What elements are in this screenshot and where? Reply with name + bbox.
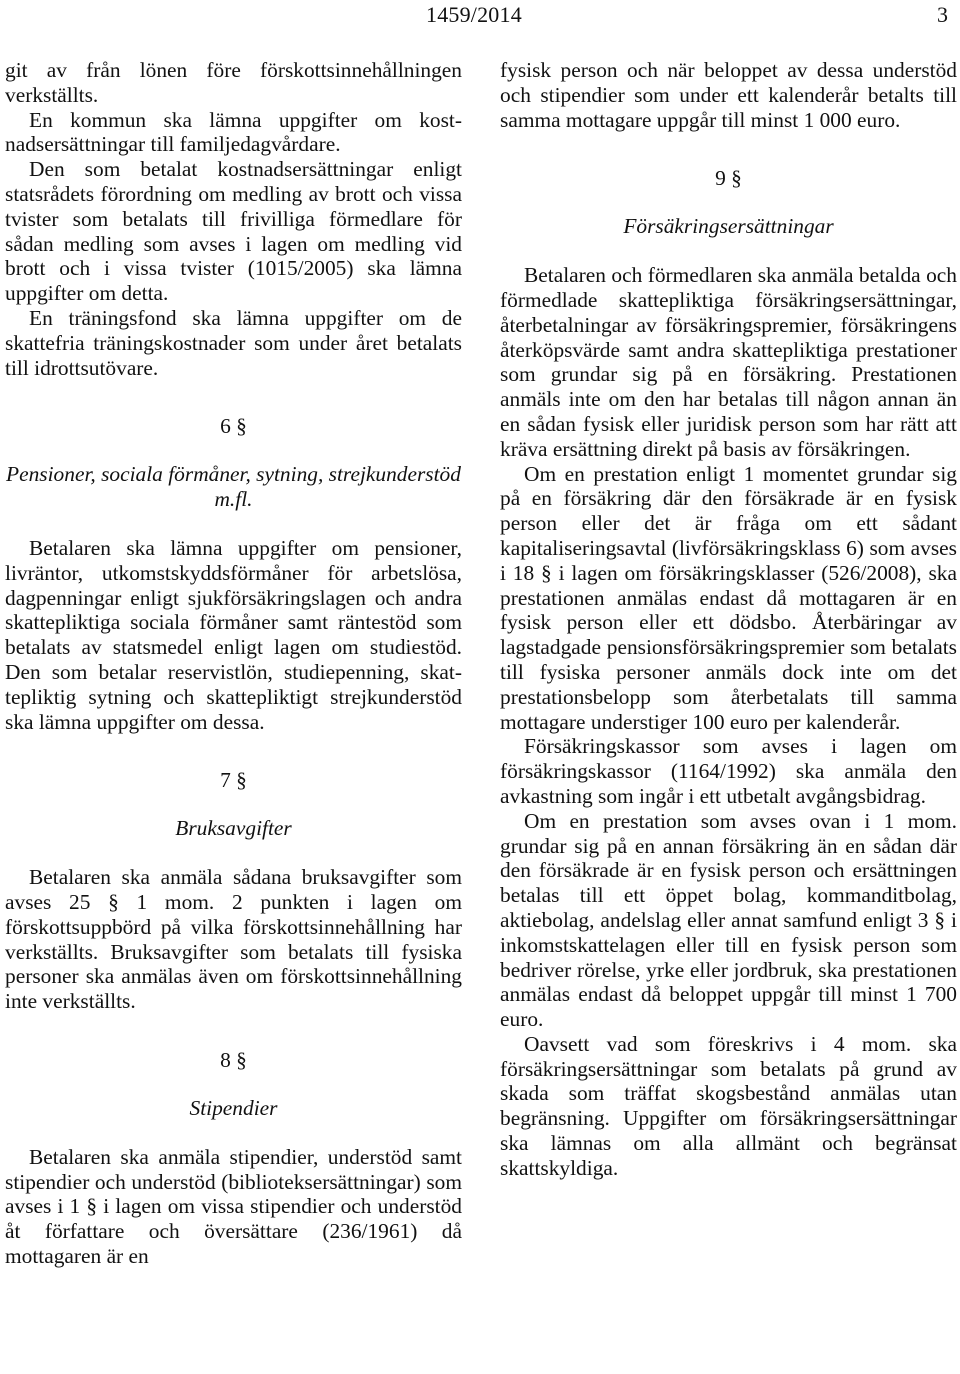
section-9-number: 9 § [715, 166, 742, 191]
section-9-paragraph-4: Om en prestation som avses ovan i 1 mom. grundar sig på en annan försäkring än en sådan där den försäkrade är en fysisk person och ersättningen betalas till ett öppet bolag, kommanditbolag, aktiebolag, andelslag eller annat samfund enligt 3 § i inkomstskattelagen eller till en fysisk person som bedriver rörelse, yrke eller jordbruk, ska prestationen anmälas endast då beloppet uppgår till minst 1 700 euro. [500, 808, 957, 1032]
section-6 [5, 414, 462, 512]
right-paragraph-continued: fysisk person och när beloppet av dessa understöd och stipendier som under ett kalenderår betalts till samma mottagare uppgår till minst 1 000 euro. [500, 58, 957, 132]
section-8 [5, 1048, 462, 1121]
document-number: 1459/2014 [426, 2, 522, 27]
section-8-number: 8 § [220, 1047, 247, 1072]
section-9-paragraph-2: Om en prestation enligt 1 momentet grundar sig på en försäkring där den försäkrade är en fysisk person eller det är fråga om ett sådant kapitaliseringsavtal (livförsäkringsklass 6) som avses i 18 § i lagen om försäkringsklasser (526/2008), ska prestationen anmälas endast då mottagaren är en fysisk person eller ett dödsbo. Återbäringar av lagstadgade pensionsförsäkringspremier som betalats till fysiska personer anmäls dock inte om det prestationsbelopp som återbetalats till samma mottagare understiger 100 euro per kalenderår. [500, 461, 957, 734]
section-9-paragraph-1: Betalaren och förmedlaren ska anmäla betalda och förmedlade skattepliktiga försäkringsersättningar, återbetalningar av försäkringspremier, försäkringens återköpsvärde samt andra skattepliktiga prestationer som grundar sig på en försäkring. Prestationen anmäls inte om den har betalas till någon annan än en sådan fysisk eller juridisk person som har rätt att kräva ersättning direkt på basis av försäkringen. [500, 263, 957, 461]
section-9-paragraph-5: Oavsett vad som föreskrivs i 4 mom. ska försäkringsersättningar som betalats på grund av skada som träffat skogsbestånd anmälas utan begränsning. Uppgifter om försäkringsersättningar ska lämnas om alla allmänt och begränsat skattskyldiga. [500, 1031, 957, 1180]
left-paragraph-continued: git av från lönen före förskottsinnehållningen verkställts. [5, 58, 462, 107]
section-6-number: 6 § [220, 414, 247, 439]
section-9-title: Försäkringsersättningar [623, 214, 834, 239]
section-9 [500, 166, 957, 239]
page-number: 3 [937, 2, 948, 27]
left-paragraph-municipality: En kommun ska lämna uppgifter om kostnadsersättningar till familjedagvårdare. [5, 107, 462, 157]
section-6-paragraph: Betalaren ska lämna uppgifter om pensioner, livräntor, utkomstskyddsförmåner för arbetslösa, dagpenningar enligt sjukförsäkringslagen och andra skattepliktiga sociala förmåner samt räntestöd som betalats av statsmedel enligt lagen om studiestöd. Den som betalar reservistlön, studiepenning, skattepliktig sytning och skattepliktigt strejkunderstöd ska lämna uppgifter om dessa. [5, 535, 462, 734]
section-8-title: Stipendier [189, 1095, 278, 1120]
left-paragraph-training-fund: En träningsfond ska lämna uppgifter om de skattefria träningskostnader som under året betalats till idrottsutövare. [5, 305, 462, 380]
section-7-title: Bruksavgifter [175, 816, 292, 841]
left-column [5, 58, 462, 1269]
page-header [0, 0, 960, 30]
section-8-paragraph: Betalaren ska anmäla stipendier, understöd samt stipendier och understöd (biblioteksersättningar) som avses i 1 § i lagen om vissa stipendier och understöd åt författare och översättare (236/1961) då mottagaren är en [5, 1144, 462, 1268]
section-7 [5, 768, 462, 841]
section-7-number: 7 § [220, 768, 247, 793]
left-paragraph-mediation: Den som betalat kostnadsersättningar enligt statsrådets förordning om medling av brott och vissa tvister som betalats till frivilliga förmedlare för sådan medling som avses i lagen om medling vid brott och i vissa tvister (1015/2005) ska lämna uppgifter om detta. [5, 157, 462, 306]
section-6-title: Pensioner, sociala förmåner, sytning, strejkunderstöd m.fl. [6, 462, 461, 512]
section-7-paragraph: Betalaren ska anmäla sådana bruksavgifter som avses 25 § 1 mom. 2 punkten i lagen om förskottsuppbörd på vilka förskottsinnehållning har verkställts. Bruksavgifter som betalats till fysiska personer ska anmälas även om förskottsinnehållning inte verkställts. [5, 865, 462, 1014]
section-9-paragraph-3: Försäkringskassor som avses i lagen om försäkringskassor (1164/1992) ska anmäla den avkastning som ingår i ett utbetalt avgångsbidrag. [500, 734, 957, 808]
right-column [500, 58, 957, 1181]
